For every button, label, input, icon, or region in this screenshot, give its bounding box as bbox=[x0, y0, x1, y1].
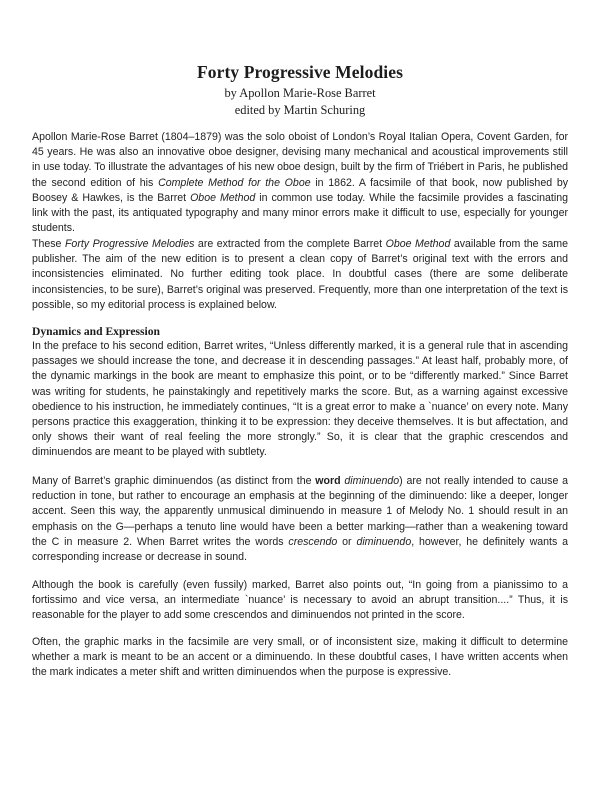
section-heading: Dynamics and Expression bbox=[32, 325, 160, 338]
text-run: available from the same publisher. The aim of the new edition is to present a clean copy of Barret’s original text with the errors and inconsistencies eliminated. No further editing took place. In doubtful cases (there are some deliberate inconsistencies, to be sure), Barret’s original was preserved. Frequently, more than one interpretation of the text is possible, so my editorial process is explained below. bbox=[32, 238, 568, 311]
text-run: in 1862. A facsimile of that book, now published by Boosey & Hawkes, is the Barret bbox=[32, 176, 569, 204]
intro-paragraph bbox=[32, 130, 568, 236]
text-run: ) are not really intended to cause a reduction in tone, but rather to encourage an emphasis at the beginning of the diminuendo: like a deeper, longer accent. Seen this way, the apparently unmusical diminuendo in measure 1 of Melody No. 1 should result in an emphasis on the G—perhaps a tenuto line would have been a better marking—rather than a weakening toward the C in measure 2. When Barret writes the words bbox=[32, 475, 568, 548]
book-title-emphasis: Oboe Method bbox=[385, 238, 451, 250]
edition-paragraph bbox=[32, 237, 568, 313]
term-emphasis: crescendo bbox=[288, 535, 338, 548]
document-title: Forty Progressive Melodies bbox=[196, 62, 404, 82]
editor-byline: edited by Martin Schuring bbox=[234, 103, 366, 117]
text-run: are extracted from the complete Barret bbox=[194, 238, 386, 250]
text-run: , however, he definitely wants a corresponding increase or decrease in sound. bbox=[32, 535, 568, 564]
dynamics-paragraph bbox=[32, 339, 568, 461]
book-title-emphasis: Oboe Method bbox=[190, 191, 256, 204]
accent-paragraph bbox=[32, 635, 568, 681]
paragraph-text: Often, the graphic marks in the facsimile are very small, or of inconsistent size, making it difficult to determine whether a mark is meant to be an accent or a diminuendo. In these doubtful cases, I have written accents when the mark indicates a meter shift and written diminuendos when the purpose is expressive. bbox=[32, 636, 568, 679]
nuance-paragraph bbox=[32, 578, 568, 624]
paragraph-text: Although the book is carefully (even fussily) marked, Barret also points out, “In going from a pianissimo to a fortissimo and vice versa, an intermediate `nuance’ is necessary to avoid an abrupt transition....” Thus, it is reasonable for the player to add some crescendos and diminuendos not printed in the score. bbox=[32, 579, 568, 622]
text-run: Many of Barret’s graphic diminuendos (as distinct from the bbox=[32, 475, 316, 487]
paragraph-text: In the preface to his second edition, Barret writes, “Unless differently marked, it is a general rule that in ascending passages we should increase the tone, and decrease it in descending passages.” At least half, probably more, of the dynamic markings in the book are meant to emphasize this point, or to be “differently marked.” Since Barret was writing for students, he painstakingly and repetitively marks the score. But, as a warning against excessive obedience to his instruction, he immediately continues, “It is a great error to make a `nuance’ on every note. Many persons practice this exaggeration, thinking it to be expression: they deceive themselves. It is but affectation, and only shows their want of real feeling the more strongly.” So, it is clear that the graphic crescendos and diminuendos are meant to be played with subtlety. bbox=[32, 340, 568, 459]
bold-emphasis: word bbox=[315, 475, 341, 487]
text-run: These bbox=[32, 238, 65, 250]
book-title-emphasis: Complete Method for the Oboe bbox=[158, 176, 311, 189]
term-emphasis: diminuendo bbox=[344, 475, 400, 487]
text-run: in common use today. While the facsimile provides a fascinating link with the past, its antiquated typography and many minor errors make it difficult to use, especially for younger students. bbox=[32, 191, 568, 235]
diminuendo-paragraph bbox=[32, 474, 568, 565]
author-byline: by Apollon Marie-Rose Barret bbox=[224, 86, 376, 100]
text-run: or bbox=[337, 535, 357, 548]
term-emphasis: diminuendo bbox=[356, 535, 412, 548]
text-run: Apollon Marie-Rose Barret (1804–1879) was the solo oboist of London’s Royal Italian Opera, Covent Garden, for 45 years. He was also an innovative oboe designer, devising many mechanical and acoustical improvements still in use today. To illustrate the advantages of his new oboe design, built by the firm of Triébert in Paris, he published the second edition of his bbox=[32, 131, 568, 189]
book-title-emphasis: Forty Progressive Melodies bbox=[64, 238, 195, 250]
